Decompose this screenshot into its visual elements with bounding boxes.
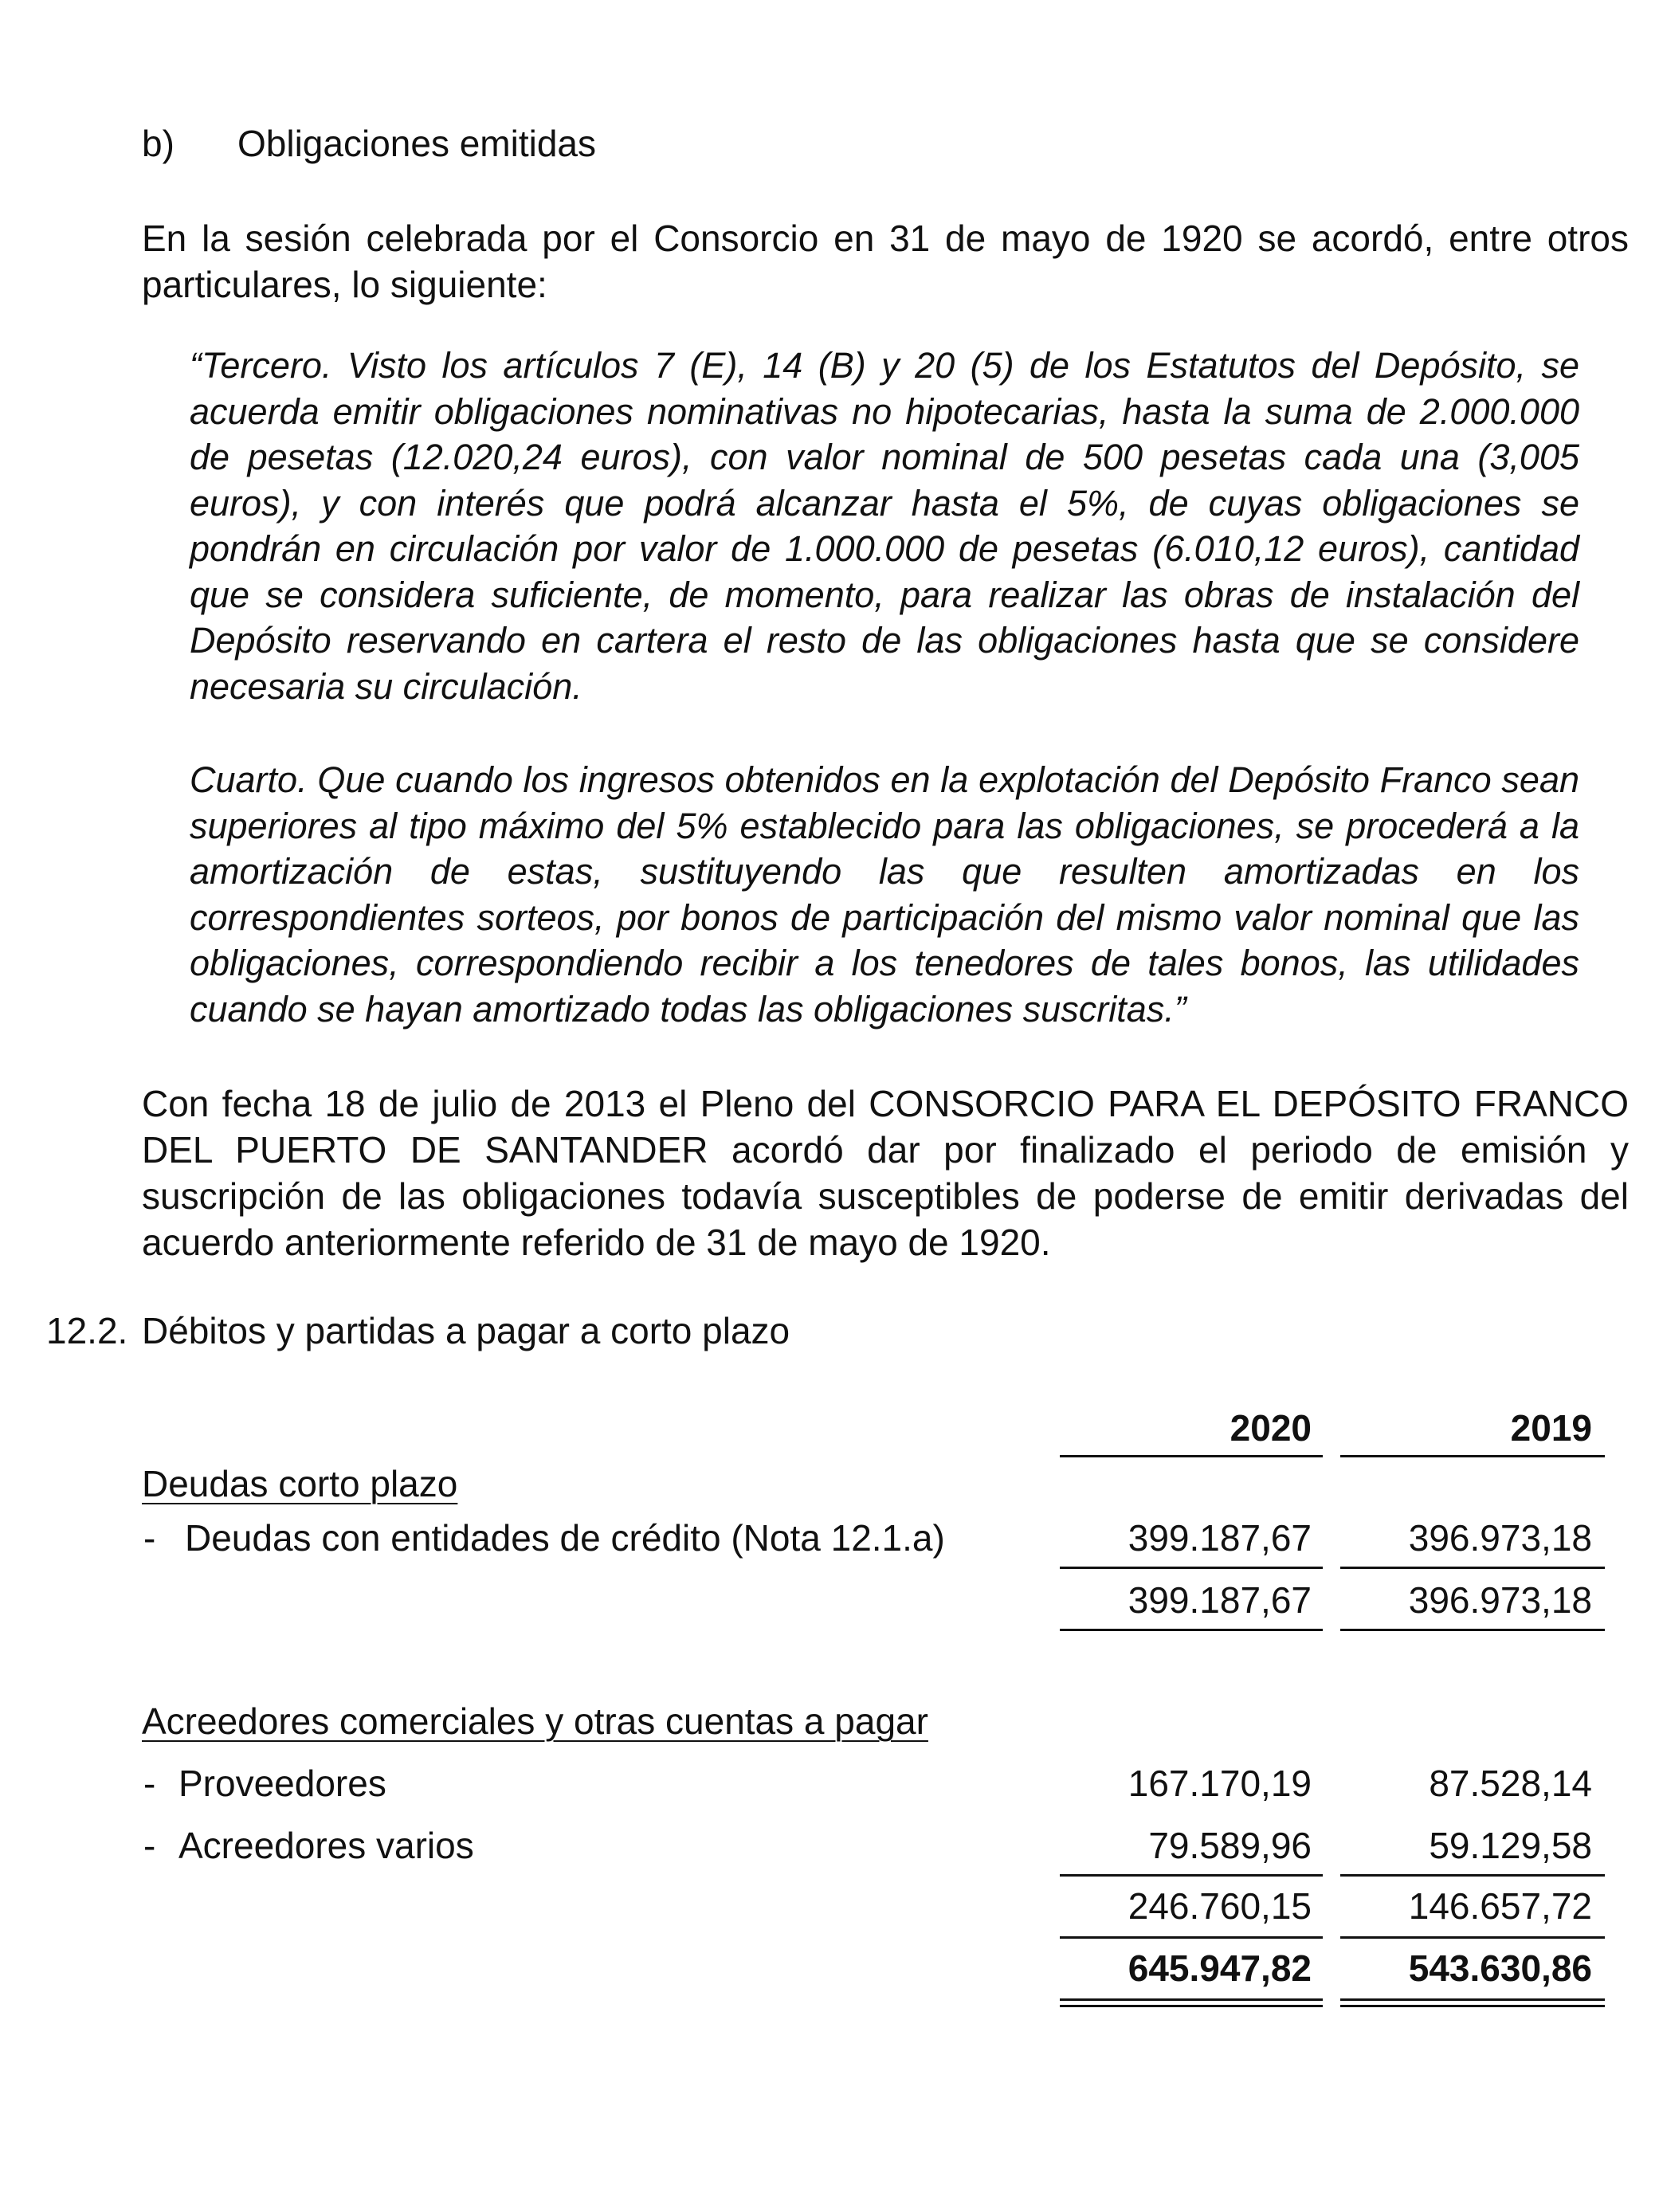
table-header-row — [0, 1404, 1659, 1452]
subtotal-acreedores-row — [0, 1882, 1659, 1930]
total-row — [0, 1944, 1659, 1992]
closing-paragraph: Con fecha 18 de julio de 2013 el Pleno del CONSORCIO PARA EL DEPÓSITO FRANCO DEL PUERTO DE SANTANDER acordó dar por finalizado el periodo de emisión y suscripción de las obligaciones todavía susceptibles de poderse de emitir derivadas del acuerdo anteriormente referido de 31 de mayo de 1920. — [142, 1083, 1629, 1263]
section-12-2-title: Débitos y partidas a pagar a corto plazo — [142, 1310, 790, 1351]
section-b-title: Obligaciones emitidas — [237, 123, 597, 164]
group-acreedores-label: Acreedores comerciales y otras cuentas a pagar — [142, 1700, 928, 1742]
table-row — [0, 1514, 1659, 1562]
group-deudas-label: Deudas corto plazo — [142, 1463, 458, 1504]
value-2019: 396.973,18 — [1408, 1517, 1592, 1559]
total-double-rule-2019 — [1340, 1998, 1605, 2007]
value-2020: 399.187,67 — [1128, 1517, 1312, 1559]
intro-paragraph: En la sesión celebrada por el Consorcio en 31 de mayo de 1920 se acordó, entre otros particulares, lo siguiente: — [142, 218, 1629, 305]
group-deudas-row — [0, 1460, 1659, 1508]
value-2019: 59.129,58 — [1429, 1825, 1592, 1866]
table-row — [0, 1822, 1659, 1869]
subtotal-acreedores-2020: 246.760,15 — [1128, 1885, 1312, 1927]
subtotal-rule-2019 — [1340, 1629, 1605, 1631]
quote-tercero: “Tercero. Visto los artículos 7 (E), 14 (B) y 20 (5) de los Estatutos del Depósito, se acuerda emitir obligaciones nominativas no hipotecarias, hasta la suma de 2.000.000 de pesetas (12.020,24 euros), con valor nominal de 500 pesetas cada una (3,005 euros), y con interés que podrá alcanzar hasta el 5%, de cuyas obligaciones se pondrán en circulación por valor de 1.000.000 de pesetas (6.010,12 euros), cantidad que se considera suficiente, de momento, para realizar las obras de instalación del Depósito reservando en cartera el resto de las obligaciones hasta que se considere necesaria su circulación. — [190, 345, 1579, 707]
header-rule-2019 — [1340, 1455, 1605, 1457]
subtotal-deudas-2019: 396.973,18 — [1408, 1579, 1592, 1621]
table-row — [0, 1759, 1659, 1807]
section-b-letter: b) — [142, 123, 175, 164]
value-2020: 79.589,96 — [1148, 1825, 1312, 1866]
row-bullet-dash: - — [143, 1517, 156, 1559]
subtotal-rule-2020 — [1060, 1629, 1323, 1631]
total-double-rule-2020 — [1060, 1998, 1323, 2007]
row-bullet-dash: - — [143, 1825, 156, 1866]
row-label-acreedores-varios: Acreedores varios — [178, 1825, 474, 1866]
group-acreedores-row — [0, 1697, 1659, 1745]
subtotal-rule-2019 — [1340, 1936, 1605, 1939]
section-12-2-number: 12.2. — [46, 1310, 128, 1351]
value-2019: 87.528,14 — [1429, 1763, 1592, 1804]
header-rule-2020 — [1060, 1455, 1323, 1457]
column-header-2020: 2020 — [1230, 1407, 1312, 1449]
column-header-2019: 2019 — [1510, 1407, 1592, 1449]
section-12-2-heading — [46, 1307, 790, 1355]
row-label-deudas-entidades: Deudas con entidades de crédito (Nota 12.1.a) — [185, 1517, 945, 1559]
value-2020: 167.170,19 — [1128, 1763, 1312, 1804]
total-2020: 645.947,82 — [1128, 1947, 1312, 1989]
row-rule-2020 — [1060, 1874, 1323, 1877]
subtotal-rule-2020 — [1060, 1936, 1323, 1939]
total-2019: 543.630,86 — [1408, 1947, 1592, 1989]
row-rule-2020 — [1060, 1567, 1323, 1569]
section-b-heading — [142, 120, 596, 167]
subtotal-deudas-row — [0, 1576, 1659, 1624]
row-rule-2019 — [1340, 1567, 1605, 1569]
row-rule-2019 — [1340, 1874, 1605, 1877]
subtotal-deudas-2020: 399.187,67 — [1128, 1579, 1312, 1621]
row-bullet-dash: - — [143, 1763, 156, 1804]
quote-cuarto: Cuarto. Que cuando los ingresos obtenidos en la explotación del Depósito Franco sean superiores al tipo máximo del 5% establecido para las obligaciones, se procederá a la amortización de estas, sustituyendo las que resulten amortizadas en los correspondientes sorteos, por bonos de participación del mismo valor nominal que las obligaciones, correspondiendo recibir a los tenedores de tales bonos, las utilidades cuando se hayan amortizado todas las obligaciones suscritas.” — [190, 759, 1579, 1030]
row-label-proveedores: Proveedores — [178, 1763, 386, 1804]
subtotal-acreedores-2019: 146.657,72 — [1408, 1885, 1592, 1927]
